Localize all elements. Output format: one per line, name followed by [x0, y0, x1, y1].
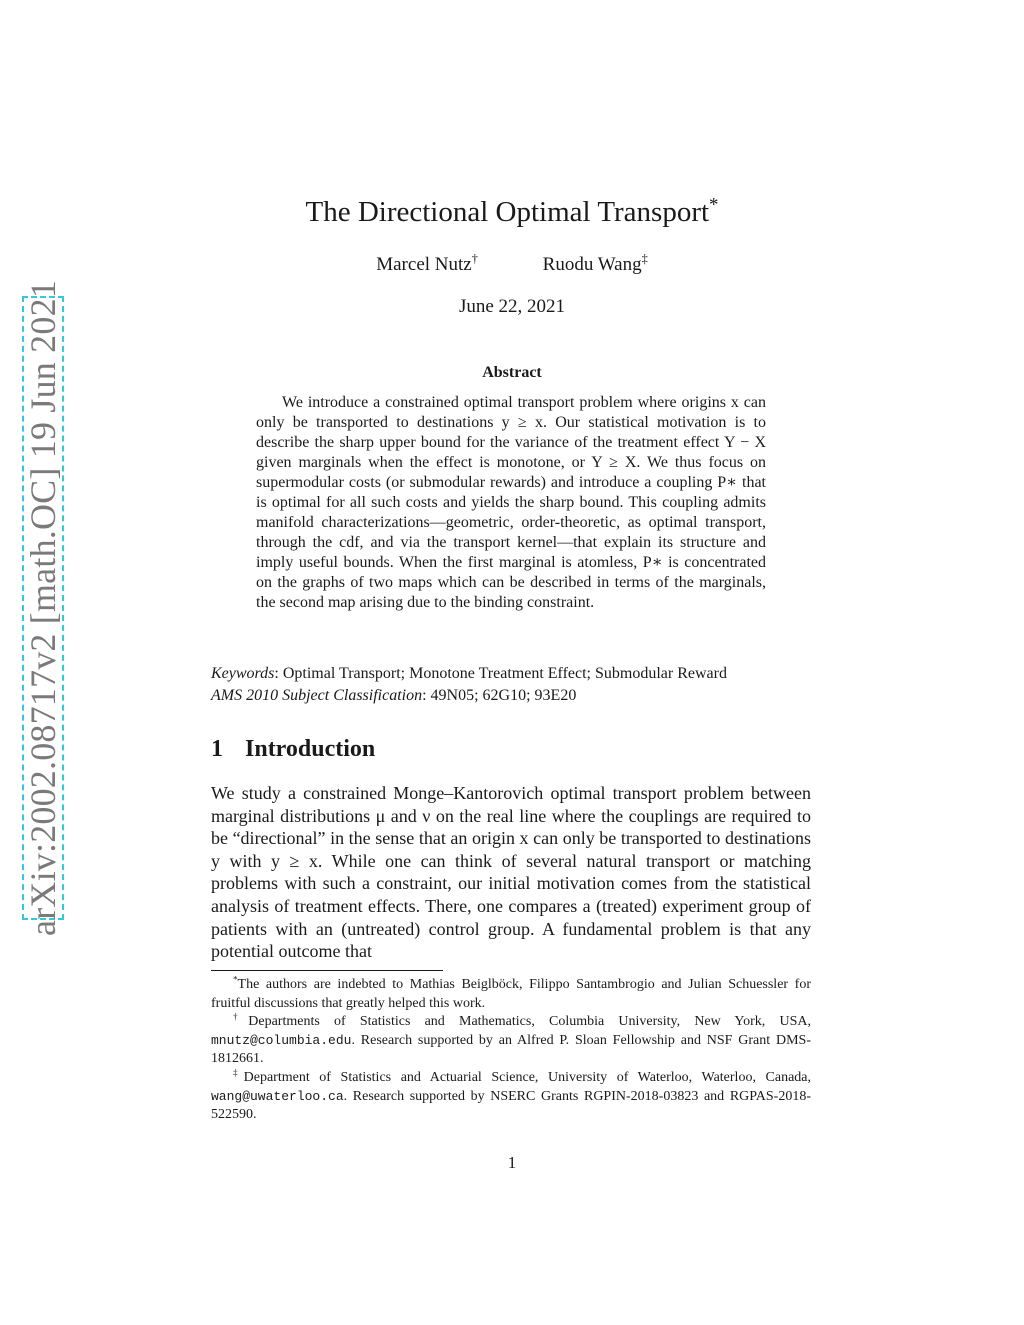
- footnote: [211, 976, 811, 1013]
- author: [376, 251, 478, 275]
- email-link[interactable]: wang@uwaterloo.ca: [211, 1088, 344, 1104]
- paper-date: June 22, 2021: [458, 296, 566, 317]
- keywords-line: Keywords: Optimal Transport; Monotone Treatment Effect; Submodular Reward: [211, 665, 727, 682]
- section-title: Introduction: [245, 736, 376, 762]
- author: [542, 251, 648, 275]
- footnote-text: Departments of Statistics and Mathematics, Columbia University, New York, USA,: [248, 1014, 812, 1030]
- title-footnote-mark: *: [709, 194, 719, 216]
- email-link[interactable]: mnutz@columbia.edu: [211, 1032, 352, 1048]
- footnote-text: The authors are indebted to Mathias Beiglböck, Filippo Santambrogio and Julian Schuessler for fruitful discussions that greatly helped this work.: [211, 977, 811, 1011]
- author-footnote-mark: †: [471, 251, 478, 266]
- author-name: Ruodu Wang: [542, 254, 642, 275]
- footnotes: [211, 976, 811, 1125]
- author-list: [0, 251, 1024, 276]
- footnote: [211, 1069, 811, 1125]
- footnote-mark: ‡: [233, 1067, 244, 1078]
- footnote-mark: *: [233, 974, 238, 985]
- footnote-text: . Research supported by an Alfred P. Sloan Fellowship and NSF Grant DMS-1812661.: [211, 1032, 811, 1067]
- footnote: [211, 1013, 811, 1069]
- ams-label: AMS 2010 Subject Classification: [211, 687, 423, 704]
- paper-title-text: The Directional Optimal Transport: [305, 196, 710, 228]
- ams-value: 49N05; 62G10; 93E20: [430, 687, 577, 704]
- footnote-text: . Research supported by NSERC Grants RGPIN-2018-03823 and RGPAS-2018-522590.: [211, 1088, 811, 1123]
- keywords-value: Optimal Transport; Monotone Treatment Effect; Submodular Reward: [282, 665, 727, 682]
- footnote-divider: [211, 970, 443, 971]
- author-footnote-mark: ‡: [641, 251, 648, 266]
- ams-line: AMS 2010 Subject Classification: 49N05; 62G10; 93E20: [211, 687, 577, 704]
- footnote-text: Department of Statistics and Actuarial Science, University of Waterloo, Waterloo, Canada,: [243, 1069, 812, 1085]
- footnote-mark: †: [233, 1011, 249, 1022]
- paper-title: [0, 196, 1024, 229]
- abstract-heading: Abstract: [482, 364, 542, 381]
- arxiv-stamp-text: arXiv:2002.08717v2 [math.OC] 19 Jun 2021: [23, 280, 63, 936]
- page-number: 1: [507, 1153, 517, 1172]
- keywords-label: Keywords: [211, 665, 275, 682]
- author-name: Marcel Nutz: [376, 254, 472, 275]
- abstract-body: We introduce a constrained optimal transport problem where origins x can only be transported to destinations y ≥ x. Our statistical motivation is to describe the sharp upper bound for the variance of the treatment effect Y − X given marginals when the effect is monotone, or Y ≥ X. We thus focus on supermodular costs (or submodular rewards) and introduce a coupling P∗ that is optimal for all such costs and yields the sharp bound. This coupling admits manifold characterizations—geometric, order-theoretic, as optimal transport, through the cdf, and via the transport kernel—that explain its structure and imply useful bounds. When the first marginal is atomless, P∗ is concentrated on the graphs of two maps which can be described in terms of the marginals, the second map arising due to the binding constraint.: [256, 394, 766, 611]
- section-number: 1: [211, 736, 223, 762]
- section-heading: [211, 736, 375, 763]
- keywords-block: [211, 663, 821, 707]
- intro-paragraph: We study a constrained Monge–Kantorovich optimal transport problem between marginal distributions μ and ν on the real line where the couplings are required to be “directional” in the sense that an origin x can only be transported to destinations y with y ≥ x. While one can think of several natural transport or matching problems with such a constraint, our initial motivation comes from the statistical analysis of treatment effects. There, one compares a (treated) experiment group of patients with an (untreated) control group. A fundamental problem is that any potential outcome that: [211, 783, 811, 962]
- arxiv-stamp: [22, 280, 64, 936]
